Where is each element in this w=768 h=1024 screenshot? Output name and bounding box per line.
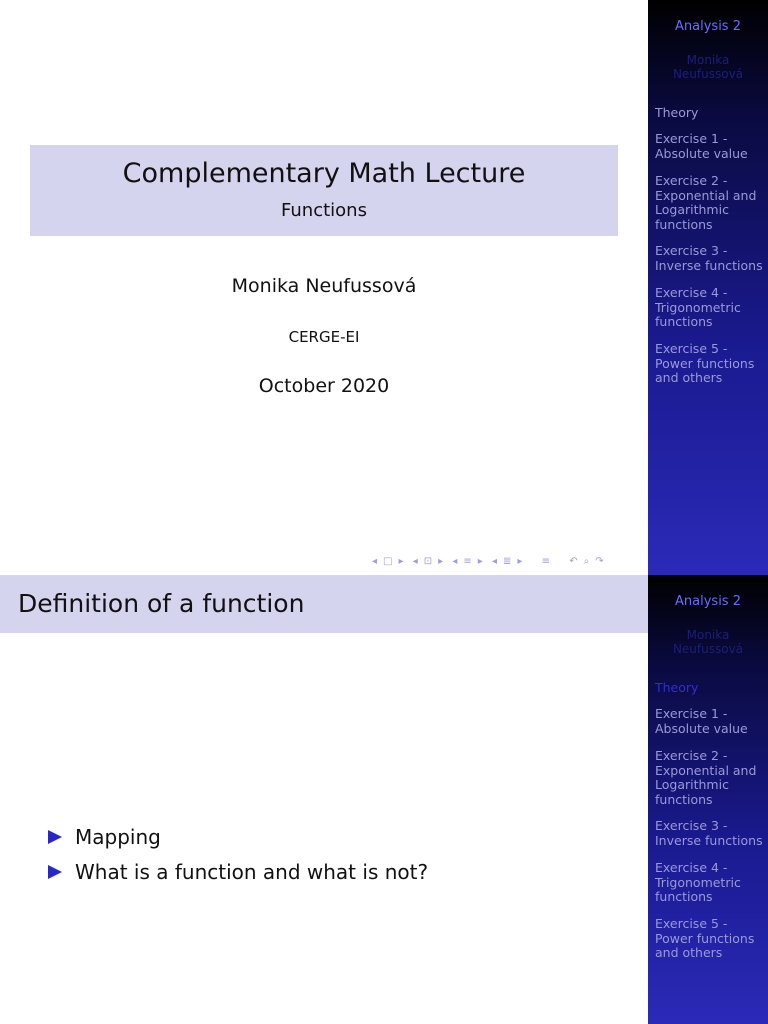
sidebar-item-label: Trigonometric (655, 299, 741, 315)
sidebar-item-label: functions (655, 791, 713, 807)
sidebar-item-label: Power functions (655, 355, 755, 371)
sidebar-item-label: Theory (655, 680, 699, 695)
nav-next-icon[interactable]: ▸ (398, 556, 404, 567)
sidebar (648, 575, 768, 1024)
triangle-bullet-icon (48, 830, 62, 844)
sidebar-author (648, 628, 768, 656)
sidebar-item-label: Absolute value (655, 720, 748, 736)
sidebar-author-line: Monika (686, 628, 730, 642)
sidebar-item-label: Exponential and (655, 187, 757, 203)
bullet-text: Mapping (75, 825, 161, 849)
nav-prev-icon[interactable]: ◂ (412, 556, 418, 567)
sidebar-item-exercise-3[interactable] (655, 819, 767, 848)
sidebar-item-label: Exercise 2 - (655, 173, 728, 188)
nav-slide-icon[interactable]: □ (383, 556, 393, 567)
sidebar-item-label: functions (655, 889, 713, 905)
nav-prev-icon[interactable]: ◂ (452, 556, 458, 567)
sidebar-item-label: functions (655, 314, 713, 330)
institute: CERGE-EI (288, 328, 360, 346)
sidebar-item-label: Trigonometric (655, 874, 741, 890)
nav-back-icon[interactable]: ↶ (569, 556, 578, 567)
sidebar-item-label: Inverse functions (655, 832, 763, 848)
sidebar-item-label: Exercise 5 - (655, 341, 728, 356)
sidebar-item-label: Absolute value (655, 145, 748, 161)
sidebar-item-label: Exponential and (655, 762, 757, 778)
triangle-bullet-icon (48, 865, 62, 879)
nav-frame-icon[interactable]: ⊡ (423, 556, 433, 567)
sidebar-item-label: Exercise 1 - (655, 131, 728, 146)
title-box (30, 145, 618, 236)
sidebar-item-exercise-1[interactable] (655, 707, 767, 736)
sidebar-item-label: Power functions (655, 930, 755, 946)
sidebar-item-label: Exercise 3 - (655, 243, 728, 258)
sidebar-item-exercise-3[interactable] (655, 244, 767, 273)
sidebar-item-label: Theory (655, 105, 699, 120)
frame-title: Definition of a function (18, 589, 305, 618)
frame-title-bar (0, 575, 648, 633)
sidebar-title[interactable]: Analysis 2 (675, 19, 741, 34)
sidebar-item-exercise-2[interactable] (655, 749, 767, 807)
sidebar-item-theory[interactable] (655, 106, 767, 121)
date: October 2020 (258, 375, 390, 397)
nav-next-icon[interactable]: ▸ (477, 556, 483, 567)
sidebar-item-exercise-5[interactable] (655, 917, 767, 961)
nav-prev-icon[interactable]: ◂ (491, 556, 498, 567)
sidebar-author-line: Neufussová (672, 642, 744, 656)
sidebar-item-label: Exercise 4 - (655, 285, 728, 300)
navigation-controls (372, 556, 610, 570)
nav-prev-icon[interactable]: ◂ (372, 556, 378, 567)
sidebar-item-label: Logarithmic (655, 202, 729, 218)
nav-section-icon[interactable]: ≣ (503, 556, 512, 567)
nav-subsection-icon[interactable]: ≡ (463, 556, 472, 567)
sidebar-item-label: Exercise 2 - (655, 748, 728, 763)
sidebar-item-exercise-4[interactable] (655, 286, 767, 330)
sidebar-item-label: Inverse functions (655, 257, 763, 273)
sidebar-item-exercise-4[interactable] (655, 861, 767, 905)
sidebar-item-exercise-2[interactable] (655, 174, 767, 232)
bullet-text: What is a function and what is not? (75, 860, 429, 884)
sidebar-author-line: Monika (686, 53, 730, 67)
author-name: Monika Neufussová (231, 275, 417, 297)
sidebar-item-label: Exercise 5 - (655, 916, 728, 931)
sidebar-item-theory[interactable] (655, 681, 767, 696)
nav-search-icon[interactable]: ⌕ (583, 556, 590, 567)
sidebar-item-label: Exercise 1 - (655, 706, 728, 721)
sidebar (648, 0, 768, 575)
sidebar-author (648, 53, 768, 81)
list-item (48, 860, 428, 884)
list-item (48, 825, 161, 849)
nav-outline-icon[interactable]: ≡ (541, 556, 551, 567)
sidebar-item-exercise-1[interactable] (655, 132, 767, 161)
nav-next-icon[interactable]: ▸ (438, 556, 444, 567)
sidebar-item-label: functions (655, 216, 713, 232)
sidebar-item-exercise-5[interactable] (655, 342, 767, 386)
sidebar-item-label: and others (655, 945, 723, 961)
sidebar-title[interactable]: Analysis 2 (675, 594, 741, 609)
sidebar-item-label: and others (655, 370, 723, 386)
nav-forward-icon[interactable]: ↷ (595, 556, 604, 567)
sidebar-author-line: Neufussová (672, 67, 744, 81)
content-slide (0, 575, 768, 1024)
sidebar-item-label: Exercise 4 - (655, 860, 728, 875)
sidebar-item-label: Logarithmic (655, 777, 729, 793)
nav-next-icon[interactable]: ▸ (517, 556, 523, 567)
presentation-subtitle: Functions (281, 200, 367, 221)
sidebar-item-label: Exercise 3 - (655, 818, 728, 833)
presentation-title: Complementary Math Lecture (122, 158, 526, 189)
